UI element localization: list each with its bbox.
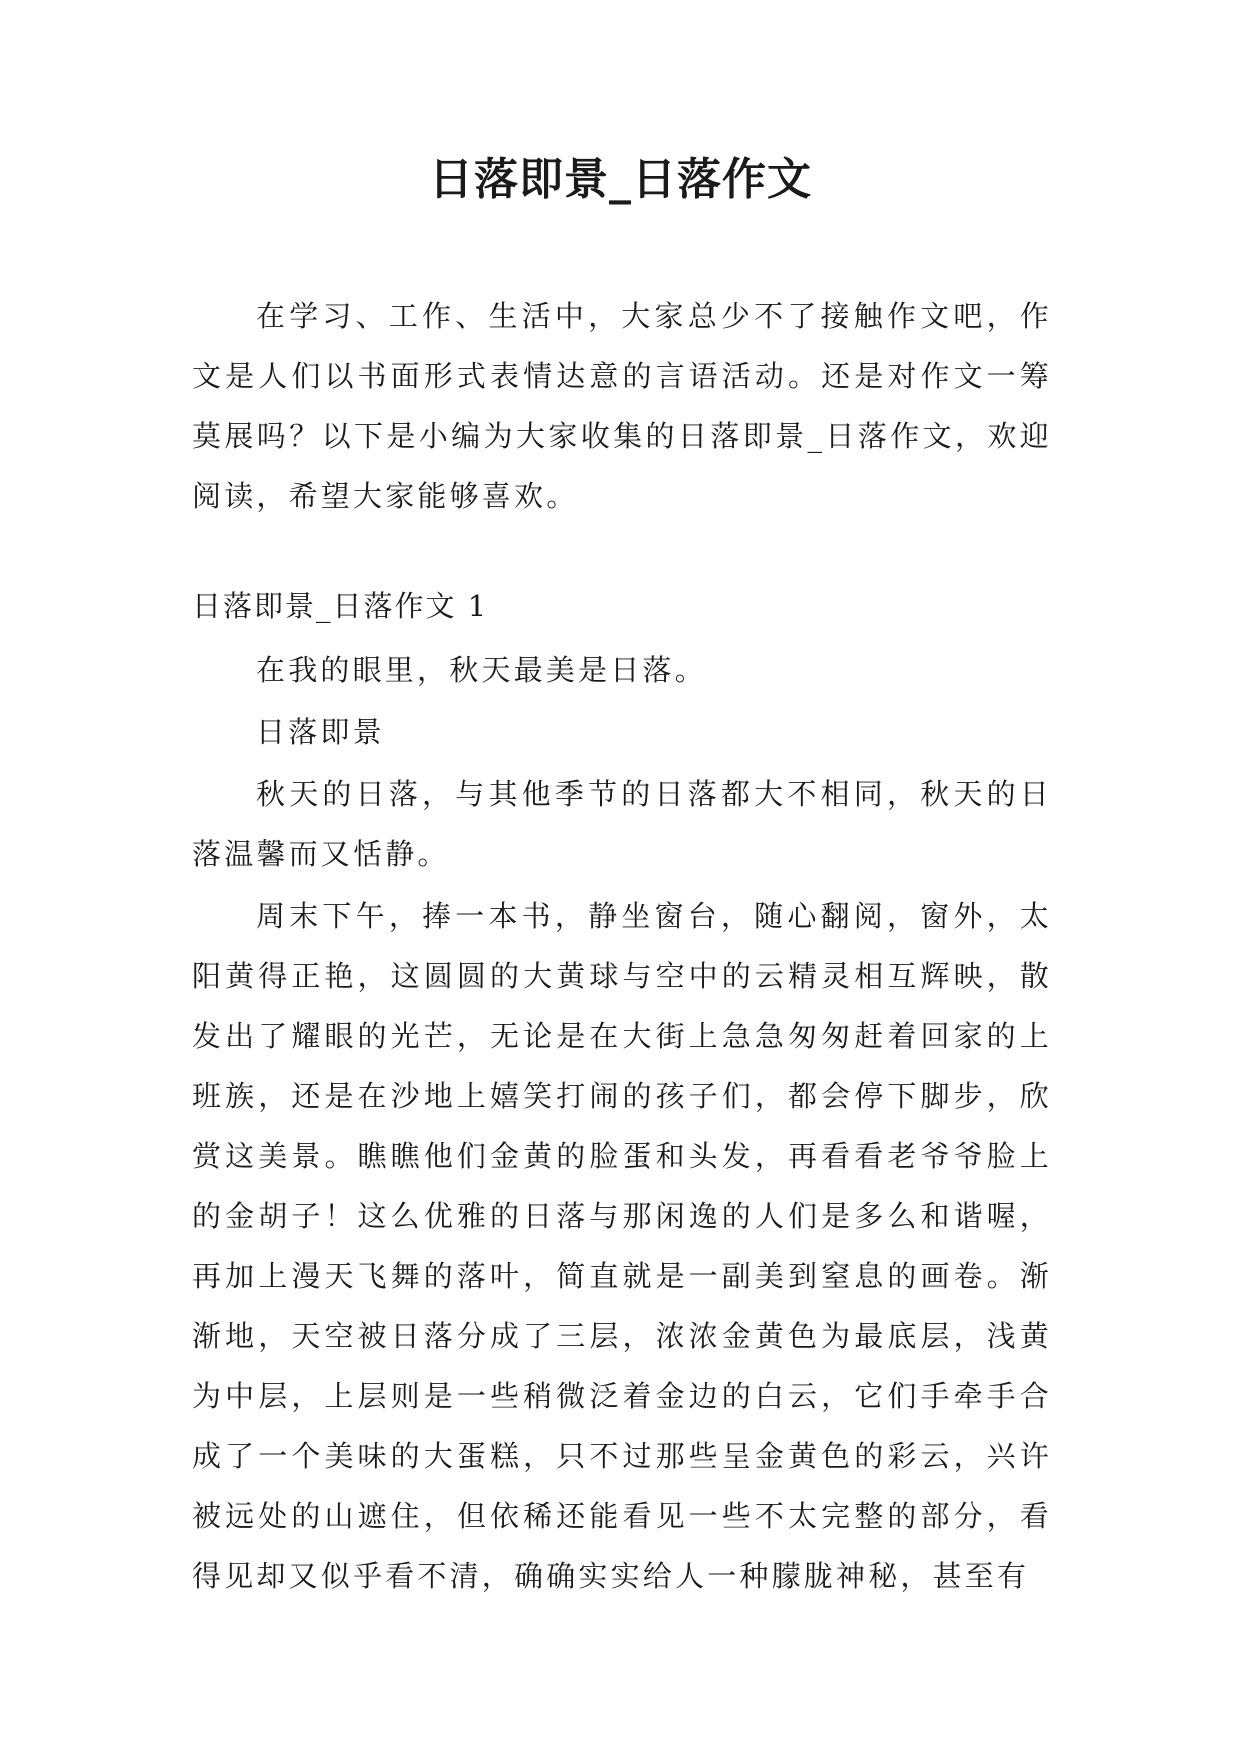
paragraph: 周末下午，捧一本书，静坐窗台，随心翻阅，窗外，太阳黄得正艳，这圆圆的大黄球与空中的云精灵相互辉映，散发出了耀眼的光芒，无论是在大街上急急匆匆赶着回家的上班族，还是在沙地上嬉笑打闹的孩子们，都会停下脚步，欣赏这美景。瞧瞧他们金黄的脸蛋和头发，再看看老爷爷脸上的金胡子！这么优雅的日落与那闲逸的人们是多么和谐喔，再加上漫天飞舞的落叶，简直就是一副美到窒息的画卷。渐渐地，天空被日落分成了三层，浓浓金黄色为最底层，浅黄为中层，上层则是一些稍微泛着金边的白云，它们手牵手合成了一个美味的大蛋糕，只不过那些呈金黄色的彩云，兴许被远处的山遮住，但依稀还能看见一些不太完整的部分，看得见却又似乎看不清，确确实实给人一种朦胧神秘，甚至有: [192, 899, 1052, 1593]
section-heading: 日落即景_日落作文 1: [192, 589, 489, 623]
paragraph: 日落即景: [256, 715, 385, 749]
document-title: 日落即景_日落作文: [429, 154, 812, 205]
paragraph: 秋天的日落，与其他季节的日落都大不相同，秋天的日落温馨而又恬静。: [192, 777, 1052, 871]
intro-paragraph: 在学习、工作、生活中，大家总少不了接触作文吧，作文是人们以书面形式表情达意的言语活动。还是对作文一筹莫展吗？以下是小编为大家收集的日落即景_日落作文，欢迎阅读，希望大家能够喜欢。: [192, 299, 1052, 513]
paragraph: 在我的眼里，秋天最美是日落。: [256, 653, 707, 687]
